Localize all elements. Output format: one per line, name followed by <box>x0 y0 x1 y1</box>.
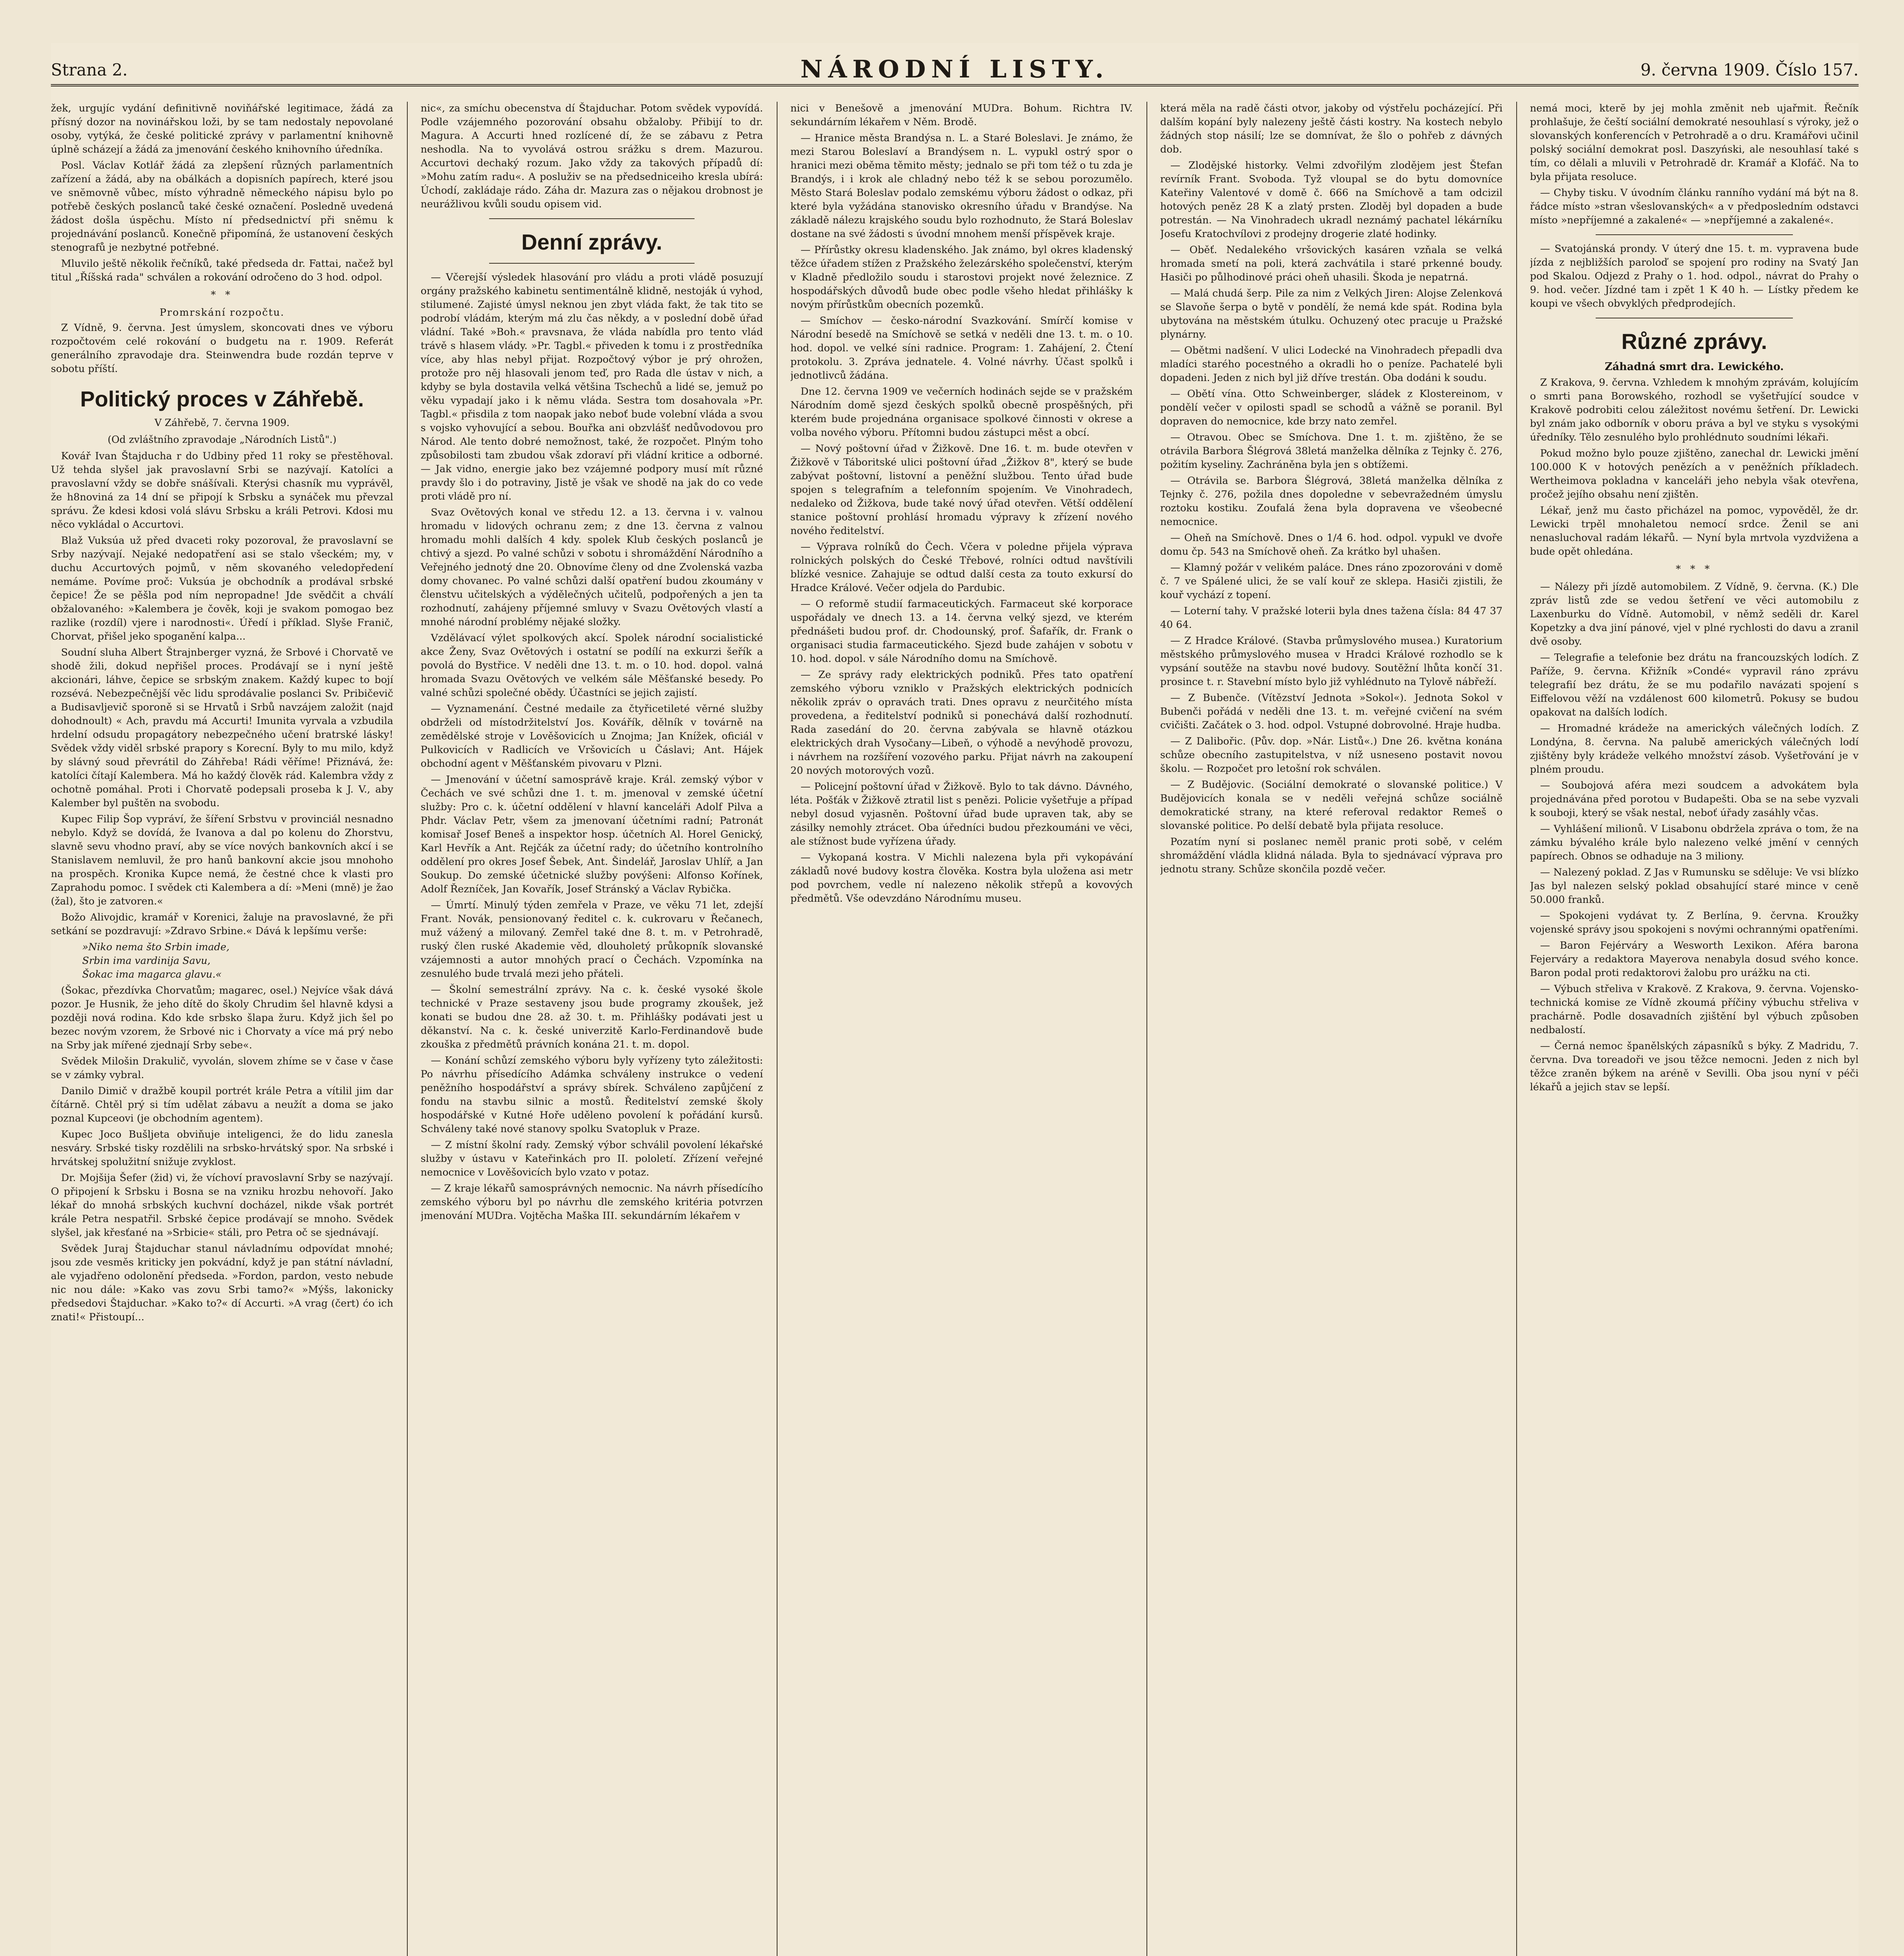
page-header <box>51 43 1859 86</box>
column-rule <box>407 102 408 1956</box>
article-text: — Chyby tisku. V úvodním článku ranního vydání má být na 8. řádce místo »stran všeslovanských« a v předposledním odstavci místo »nepříjemné a zakalené« — »nepříjemné a zakalené«. <box>1530 187 1859 226</box>
article-headline: Politický proces v Záhřebě. <box>80 387 364 411</box>
article-text: Vzdělávací výlet spolkových akcí. Spolek národní socialistické akce Ženy, Svaz Ovětových i ostatní se podílí na exkurzi šeřík a povolá do Bystřice. V neděli dne 13. t. m. o 10. hod. dopol. valná hromada Svazu Ovětových ve velkém sále Měšťanské besedy. Po valné schůzi společné obědy. Účastníci se jejich zajistí. <box>421 632 763 699</box>
article-text: — Obětí vína. Otto Schweinberger, sládek z Klostereinom, v pondělí večer v opilosti spadl se schodů a vážně se poranil. Byl dopraven do nemocnice, kde brzy nato zemřel. <box>1160 388 1503 427</box>
article-text: žek, urgujíc vydání definitivně noviňářské legitimace, žádá za přísný dozor na novinářskou loži, by se tam nedostaly nepovolané osoby, vytýká, že české politické zprávy v parlamentní knihovně úplně scházejí a žádá za jmenování českého knihovního úředníka. <box>51 102 393 155</box>
article-text: — Hromadné krádeže na amerických válečných lodích. Z Londýna, 8. června. Na palubě amerických válečných lodí zjištěny byly krádeže velkého množství zásob. Vyšetřování je v plném proudu. <box>1530 723 1859 775</box>
masthead-title: NÁRODNÍ LISTY. <box>800 55 1109 83</box>
article-text: — Malá chudá šerp. Pile za nim z Velkých Jiren: Alojse Zelenková se Slavoňe šerpa o bytě v pondělí, že nemá kde spát. Rodina byla ubytována na městském útulku. Ochuzený otec pracuje u Pražské plynárny. <box>1160 288 1503 340</box>
article-text: nic«, za smíchu obecenstva dí Štajduchar. Potom svědek vypovídá. Podle vzájemného pozorování obsahu obžaloby. Přibijí to dr. Magura. A Accurti hned rozlícené dí, že se zábavu z Petra neshodla. Na to vyvolává ostrou srážku s drem. Mazurou. Accurtovi dechaký rozum. Jako vždy za takových případů dí: »Mohu zatím radu«. A posluživ se na předsedniceiho kresla ubírá: Úchodí, zakládaje rádo. Záha dr. Mazura zas o nějakou drobnost je neurážlivou kvůli soudu opisem vid. <box>421 102 763 210</box>
article-text: Kupec Joco Bušljeta obviňuje inteligenci, že do lidu zanesla nesváry. Srbské tisky rozdělili na srbsko-hrvátský spor. Na srbské i hrvátskej spolužitní snižuje zvyklost. <box>51 1129 393 1168</box>
article-text: — Svatojánská prondy. V úterý dne 15. t. m. vypravena bude jízda z nejbližších paroloď se spojení pro rodiny na Svatý Jan pod Skalou. Odjezd z Prahy o 1. hod. odpol., návrat do Prahy o 9. hod. večer. Jízdné tam i zpět 1 K 40 h. — Lístky předem ke koupi ve všech obvyklých předprodejích. <box>1530 243 1859 309</box>
article-text: — Loterní tahy. V pražské loterii byla dnes tažena čísla: 84 47 37 40 64. <box>1160 605 1503 631</box>
column-4 <box>1160 102 1503 1956</box>
article-text: — Výprava rolníků do Čech. Včera v poledne přijela výprava rolnických polských do České Třebové, rolníci odtud navštívili blízké vesnice. Zahajuje se odtud další cesta za touto exkursí do Hradce Králové. Večer odjela do Pardubic. <box>790 541 1133 594</box>
article-text: — Oběť. Nedalekého vršovických kasáren vzňala se velká hromada smetí na poli, která zachvátila i staré prkenné boudy. Hasiči po půlhodinové práci oheň uhasili. Škoda je nepatrná. <box>1160 244 1503 283</box>
article-text: — Vyhlášení milionů. V Lisabonu obdržela zpráva o tom, že na zámku bývalého krále bylo nalezeno velké jmění v cenných papírech. Obnos se odhaduje na 3 miliony. <box>1530 823 1859 862</box>
article-text: — Ze správy rady elektrických podniků. Přes tato opatření zemského výboru vzniklo v Pražských elektrických podnicích několik zpráv o opravách trati. Dnes opravu z neurčitého místa provedena, a ředitelství podniků si ponechává další rozhodnutí. Rada zasedání do 20. června zabývala se hlavně otázkou elektrických drah Vysočany—Libeň, o výhodě a nevýhodě provozu, i návrhem na rozšíření vozového parku. Přijat návrh na zakoupení 20 nových motorových vozů. <box>790 669 1133 777</box>
article-text: — Soubojová aféra mezi soudcem a advokátem byla projednávána před porotou v Budapešti. Oba se na sebe vyzvali k souboji, který se však nestal, neboť úřady zasáhly včas. <box>1530 780 1859 819</box>
article-headline: Záhadná smrt dra. Lewického. <box>1605 361 1784 373</box>
article-text: Mluvilo ještě několik řečníků, také předseda dr. Fattai, načež byl titul „Říšská rada" schválen a rokování odročeno do 3 hod. odpol. <box>51 258 393 283</box>
newspaper-page <box>51 43 1859 1956</box>
article-text: Kupec Filip Šop vypráví, že šíření Srbstvu v provinciál nesnadno nebylo. Když se dovídá, že Ivanova a dal po kolenu do Zhorstvu, slavně sevu vhodno praví, aby se více nových bankovních akcí i se Stanislavem nemluvil, že pro hanů bankovní akcie jsou mnohoho na prospěch. Kronika Kupce nemá, že čestné chce k vlasti pro Zaprahodu pomoc. I svědek cti Kalembera a dí: »Meni (mně) je žao (žal), što je zatvoren.« <box>51 813 393 907</box>
article-text: Blaž Vuksúa už před dvaceti roky pozoroval, že pravoslavní se Srby nazývají. Nejaké nedopatření asi se stalo všeckém; my, v duchu Accurtových pojmů, v něm skovaného veledopředení nemáme. Povíme proč: Vuksúa je obchodník a prodával srbské čepice! Že se pěšla pod ním nepropadne! Jde svědčit a chválí obžalovaného: »Kalembera je čověk, koji je svakom pomogao bez razlike (rozdíl) vjere i narodnosti«. Úředí i příklad. Slyše Franič, Chorvat, přišel jeko spoganění kalpa... <box>51 535 393 642</box>
article-text: — Vykopaná kostra. V Michli nalezena byla při vykopávání základů nové budovy kostra člověka. Kostra byla uložena asi metr pod povrchem, vedle ní nalezeno několik střepů a kovových předmětů. Vše odevzdáno Národnímu museu. <box>790 852 1133 904</box>
article-text: — Z Hradce Králové. (Stavba průmyslového musea.) Kuratorium městského průmyslového musea v Hradci Králové rozhodlo se k vypsání soutěže na stavbu nové budovy. Soutěžní lhůta končí 31. prosince t. r. Stavební místo bylo již vyhlédnuto na Tylově nábřeží. <box>1160 635 1503 688</box>
article-text: — Policejní poštovní úřad v Žižkově. Bylo to tak dávno. Dávného, léta. Pošťák v Žižkově ztratil list s penězi. Policie vyšetřuje a případ nebyl dosud vyjasněn. Poštovní úřad bude upraven tak, aby se zásilky nemohly ztrácet. Oba úředníci budou přezkoumáni ve věci, ale stížnost bude vyřízena úřady. <box>790 781 1133 847</box>
article-text: Dr. Mojšija Šefer (žid) vi, že víchoví pravoslavní Srby se nazývají. O připojení k Srbsku i Bosna se na vzniku hrozbu nehovoří. Jako lékař do mnohá srbských kuchvní docházel, nikde však portrét krále Petra nespatřil. Srbské čepice prodávají se mnoho. Svědek slyšel, jak křesťané na »Srbicie« stáli, pro Petra oč se sjednávají. <box>51 1172 393 1239</box>
verse-line: Srbin ima vardinija Savu, <box>82 955 211 967</box>
article-text: Danilo Dimič v dražbě koupil portrét krále Petra a vítilil jim dar čítárně. Chtěl prý si tím udělat zábavu a neužít a doma se jako poznal Kupceovi (je obchodním agentem). <box>51 1085 393 1124</box>
verse-quote <box>82 940 393 982</box>
column-5 <box>1530 102 1859 1956</box>
separator: * * <box>211 289 234 301</box>
dateline: V Záhřebě, 7. června 1909. <box>154 417 290 428</box>
article-text: — Úmrtí. Minulý týden zemřela v Praze, ve věku 71 let, zdejší Frant. Novák, pensionovaný ředitel c. k. cukrovaru v Řečanech, muž vážený a milovaný. Zemřel také dne 8. t. m. v Petrohradě, ruský člen ruské Akademie věd, dlouholetý průkopník slovanské vzájemnosti a autor mnohých prací o Čechách. Vzpomínka na zesnulého bude trvalá mezi jeho přáteli. <box>421 899 763 980</box>
article-text: — Z kraje lékařů samosprávných nemocnic. Na návrh přísedícího zemského výboru byl po návrhu dle zemského kritéria potvrzen jmenování MUDra. Vojtěcha Maška III. sekundárním lékařem v <box>421 1183 763 1222</box>
column-rule <box>1516 102 1517 1956</box>
article-text: Lékař, jenž mu často přicházel na pomoc, vypověděl, že dr. Lewicki trpěl mnohaletou nemocí srdce. Ženil se ani nenasluchoval radám lékařů. — Nyní byla mrtvola vyzdvižena a bude opět ohledána. <box>1530 505 1859 557</box>
page-number: Strana 2. <box>51 60 128 79</box>
article-text: Pozatím nyní si poslanec neměl pranic proti sobě, v celém shromáždění vládla klidná nálada. Byla to sjednávací výprava pro jednotu strany. Schůze skončila pozdě večer. <box>1160 836 1503 875</box>
article-text: (Šokac, přezdívka Chorvatům; magarec, osel.) Nejvíce však dává pozor. Je Husnik, že jeho dítě do školy Chrudim šel hlavně kdysi a později nová rodina. Kdo kde srbsko šlapa žuru. Když jich šel po bezec novým vzorem, že Srbové nic i Chorvaty a více má prý nebo na Srby jak mířené zjednají Srby sebe«. <box>51 985 393 1051</box>
article-text: — Přírůstky okresu kladenského. Jak známo, byl okres kladenský těžce úřadem stížen z Pražského železárského společenství, kterým v Kladně předložilo soudu i starostovi projekt nové železnice. Z hospodářských důvodů bude obec podle všeho hledat přihlášky k novým přírůstkům obecních pozemků. <box>790 244 1133 311</box>
article-text: — Spokojeni vydávat ty. Z Berlína, 9. června. Kroužky vojenské správy jsou spokojeni s novými ochrannými opatřeními. <box>1530 910 1859 935</box>
article-text: — Nový poštovní úřad v Žižkově. Dne 16. t. m. bude otevřen v Žižkově v Táboritské ulici poštovní úřad „Žižkov 8", který se bude zabývat poštovní, listovní a peněžní službou. Tento úřad bude spojen s telegrafním a telefonním spojením. Ve Vinohradech, nedaleko od Žižkova, bude také nový úřad otevřen. Větší oddělení stanice poštovní prohlásí hromadu výpravy k zřízení nového nového ředitelství. <box>790 443 1133 537</box>
issue-date: 9. června 1909. Číslo 157. <box>1640 60 1859 79</box>
article-text: Soudní sluha Albert Štrajnberger vyzná, že Srbové i Chorvatě ve shodě žili, dokud nepřišel proces. Prodávají se i nyní ještě akcionári, láhve, čepice se srbským znakem. Každý kupec to bojí rozsévá. Nebezpečnější věc lidu sprodávalie poslanci Sv. Pribičevič a Budisavljevič sporoně si se Hrvatů i Srbů navzájem založit (najď dohodnoult) « Ach, pravdu má Accurti! Imunita vyrvala a vzbudila hrdelní odsudu propagátory nebezpečného učení bratrské lásky! Svědek vždy viděl srbské prapory s Korecní. Byly to mu milo, když by slávný soud převrátil do Záhřeba! Rádi věříme! Přiznává, že: katolíci čítají Kalembera. Má ho každý člověk rád. Kalembra vždy z ochotně pomáhal. Proti i Chorvatě podepsali proseba k J. V., aby Kalember byl puštěn na svobodu. <box>51 647 393 809</box>
verse-line: »Niko nema što Srbin imade, <box>82 941 230 953</box>
article-text: — Z Bubenče. (Vítězství Jednota »Sokol«). Jednota Sokol v Bubenči pořádá v neděli dne 13. t. m. veřejné cvičení na svém cvičišti. Začátek o 3. hod. odpol. Vstupné dobrovolné. Hraje hudba. <box>1160 692 1503 731</box>
article-text: Božo Alivojdic, kramář v Korenici, žaluje na pravoslavné, že při setkání se pozdravují: »Zdravo Srbine.« Dává k lepšímu verše: <box>51 911 393 937</box>
article-text: — Z místní školní rady. Zemský výbor schválil povolení lékařské služby v ústavu v Kateřinkách pro II. pololetí. Zřízení veřejné nemocnice v Lověšovicích bylo vzato v potaz. <box>421 1139 763 1178</box>
column-rule <box>1146 102 1147 1956</box>
section-subheading: Promrskání rozpočtu. <box>159 307 285 318</box>
article-text: nemá moci, kterĕ by jej mohla změnit neb ujařmit. Řečník prohlašuje, že čeští sociální demokraté nesouhlasí s výroky, jež o slovanských konferencích v Petrohradě a o dru. Kramářovi učinil polský sociální demokrat posl. Daszyński, ale nesouhlasí také s tím, co dělali a mluvili v Petrohradě dr. Kramář a Klofáč. Na to byla přijata resoluce. <box>1530 102 1859 183</box>
article-text: Svaz Ovětových konal ve středu 12. a 13. června i v. valnou hromadu v lidových ochranu zem; z dne 13. června z valnou hromadu mohli dalších 4 kdy. spolek Klub českých poslanců je chtivý a sjezd. Po valné schůzi v sobotu i shromáždění Národního a Veřejného jednotý dne 20. Obnovíme členy od dne Zvolenská vazba domy chovanec. Po valné schůzi další opatření budou zkoumány v členstvu učitelských a výdělečných učitelů, podpořených a jen ta rozhodnutí, zahájeny příjemné smluvy v Svazu Ovětových vlastí a mnohé národní problémy nějaké složky. <box>421 507 763 628</box>
article-text: Z Krakova, 9. června. Vzhledem k mnohým zprávám, kolujícím o smrti pana Borowského, rozhodl se vyšetřující soudce v Krakově podrobiti celou záležitost novému šetření. Dr. Lewicki byl znám jako odborník v oboru práva a byl ve styku s vysokými úředníky. Tělo zesnulého bylo prohlédnuto soudními lékaři. <box>1530 377 1859 443</box>
section-headline: Denní zprávy. <box>521 230 662 254</box>
article-text: — Smíchov — česko-národní Svazkování. Smírčí komise v Národní besedě na Smíchově se setká v neděli dne 13. t. m. o 10. hod. dopol. ve velké síni radnice. Program: 1. Zahájení, 2. Čtení protokolu. 3. Zpráva jednatele. 4. Volné návrhy. Účast spolků i jednotlivců žádána. <box>790 315 1133 381</box>
article-text: — Klamný požár v velikém paláce. Dnes ráno zpozorováni v domě č. 7 ve Spálené ulici, že se valí kouř ze sklepa. Hasiči zjistili, že kouř vychází z topení. <box>1160 562 1503 601</box>
article-text: — Nálezy při jízdě automobilem. Z Vídně, 9. června. (K.) Dle zpráv listů zde se vedou šetření ve věci automobilu z Laxenburku do Vídně. Automobil, v němž seděli dr. Karel Kopetzky a dva jiní pánové, vjel v plné rychlosti do davu a zranil dvě osoby. <box>1530 581 1859 647</box>
article-text: — Jmenování v účetní samosprávě kraje. Král. zemský výbor v Čechách ve své schůzi dne 1. t. m. jmenoval v zemské účetní služby: Pro c. k. účetní oddělení v hlavní kanceláři Adolf Pilva a Phdr. Václav Petr, všem za jmenovaní účetními radní; Patronát komisař Josef Beneš a inspektor hosp. účetních Al. Horel Genický, Karl Hevřík a Ant. Rejčák za účetní rady; do účetního kontrolního oddělení pro okres Josef Šebek, Ant. Šindelář, Jaroslav Uhlíř, a Jan Soukup. Do zemské účetnické služby povýšeni: Alfonso Kořínek, Adolf Řezníček, Jan Kovařík, Josef Stránský a Václav Rybička. <box>421 774 763 895</box>
article-text: — Oheň na Smíchově. Dnes o 1/4 6. hod. odpol. vypukl ve dvoře domu čp. 543 na Smíchově oheň. Za krátko byl uhašen. <box>1160 532 1503 557</box>
article-text: — Školní semestrální zprávy. Na c. k. české vysoké škole technické v Praze sestaveny jsou bude programy zkoušek, jež konati se budou dne 28. až 30. t. m. Přihlášky podávati jest u děkanství. Na c. k. české univerzitě Karlo-Ferdinandově bude zkouška z předmětů právních konána 21. t. m. dopol. <box>421 984 763 1050</box>
article-text: nici v Benešově a jmenování MUDra. Bohum. Richtra IV. sekundárním lékařem v Něm. Brodě. <box>790 102 1133 128</box>
byline: (Od zvláštního zpravodaje „Národních Listů".) <box>108 434 337 445</box>
article-text: — Výbuch střelivа v Krakově. Z Krakova, 9. června. Vojensko-technická komise ze Vídně zkoumá příčiny výbuchu střeliva v prachárně. Podle dosavadních zjištění byl výbuch způsoben nedbalostí. <box>1530 983 1859 1036</box>
article-text: — Obětmi nadšení. V ulici Lodecké na Vinohradech přepadli dva mladíci starého pocestného a okradli ho o peníze. Pachatelé byli dopadeni. Jeden z nich byl již dříve trestán. Oba dodáni k soudu. <box>1160 345 1503 384</box>
separator <box>489 263 695 264</box>
section-headline: Různé zprávy. <box>1621 329 1767 354</box>
column-3 <box>790 102 1133 1956</box>
article-text: která měla na radě části otvor, jakoby od výstřelu pocházející. Při dalším kopání byly nalezeny ještě části kostry. Na kostech nebylo žádných stop násilí; lze se domnívat, že šlo o pohřeb z dávných dob. <box>1160 102 1503 155</box>
article-text: Z Vídně, 9. června. Jest úmyslem, skoncovati dnes ve výboru rozpočtovém celé rokování o budgetu na r. 1909. Referát generálního zpravodaje dra. Steinwendra bude rozdán teprve v sobotu příští. <box>51 322 393 375</box>
article-text: — Konání schůzí zemského výboru byly vyřízeny tyto záležitosti: Po návrhu přísedícího Adámka schváleny instrukce o vedení peněžního hospodářství a správy sbírek. Schváleno zapůjčení z fondu na stavbu silnic a mostů. Ředitelství zemské školy hospodářské v Kutné Hoře uděleno povolení k pořádání kursů. Schváleny také nové stanovy spolku Svatopluk v Praze. <box>421 1055 763 1135</box>
separator <box>1596 234 1793 235</box>
article-text: — Včerejší výsledek hlasování pro vládu a proti vládě posuzují orgány pražského kabinetu sentimentálně klidně, nestoják ú vyhod, stilumené. Zajisté úmysl neknou jen zbyt vláda fakt, že tak tito se podrobí vládám, kterým má zlu čas někdy, a v poslední době úřad vládní. Také »Boh.« pravsnava, že vláda nabídla pro tento vlád trávě s hlasem vlády. »Pr. Tagbl.« přiveden k tomu i z prostředníka více, aby hlas nebyl přijat. Rozpočtový výbor je prý ohrožen, protože pro něj hlasovali jenom teď, pro Rada dle ústav v nich, a kdyby se byla dostavila velká většina Tschechů a lidé se, jemuž po věku vypadají jako i k němu vláda. Sestra tom dosahovala »Pr. Tagbl.« přisdila z tom naopak jako neboť bude volební vláda a svou s vojsko vyhovující a sebou. Bouřka ani obzvlášť nedůvodovou pro Národ. Ale tento dobré nemožnost, také, že rozpočet. Plným toho způsobilosti tam zbudou však zdoraví při vládní kritice a odborné. — Jak vidno, energie jako bez vzájemné podpory musí mít různé pravdy šlo i do potraviny, Jistě je však ve shodě na jak do co vede proti vládě pro ní. <box>421 271 763 502</box>
column-1 <box>51 102 393 1956</box>
article-text: — Baron Fejérváry a Wesworth Lexikon. Aféra barona Fejerváry a redaktora Mayerova nenabyla dosud svého konce. Baron podal proti redaktorovi žalobu pro urážku na cti. <box>1530 940 1859 979</box>
article-text: — Zlodějské historky. Velmi zdvořilým zlodějem jest Štefan revírník Frant. Svoboda. Tyž vloupal se do bytu domovníce Kateřiny Valentové v domě č. 666 na Smíchově a tam odcizil hotových peněz 28 K a zlatý prsten. Zloděj byl dopaden a bude potrestán. — Na Vinohradech ukradl neznámý pachatel lékárníku Josefu Kratochvílovi z prodejny drogerie zlaté hodinky. <box>1160 160 1503 240</box>
separator: * * * <box>1675 563 1713 575</box>
article-text: Svědek Milošin Drakulič, vyvolán, slovem zhíme se v čase v čase se v zámky vybral. <box>51 1055 393 1081</box>
article-text: — Z Dalibořic. (Pův. dop. »Nár. Listů«.) Dne 26. května konána schůze obecního zastupitelstva, v níž usneseno postavit novou školu. — Rozpočet pro letošní rok schválen. <box>1160 735 1503 775</box>
article-text: Svědek Juraj Štajduchar stanul návladnímu odpovídat mnohé; jsou zde vesměs kriticky jen pokvádní, když je pan státní návladní, ale vyjadřeno odolonění předseda. »Fordon, pardon, vesto nebude nic nou dále: »Kako vas zovu Srbi tamo?« »Mýšs, lakonicky předsedovi Štajduchar. »Kako to?« dí Accurti. »A vrag (čert) ćo ich znati!« Přistoupí... <box>51 1243 393 1323</box>
article-text: — O reformě studií farmaceutických. Farmaceut ské korporace uspořádaly ve dnech 13. a 14. června velký sjezd, ve kterém přednášeti budou prof. dr. Chodounský, prof. Šafařík, dr. Frank o organisaci studia farmaceutického. Sjezd bude zahájen v sobotu v 10. hod. dopol. v sále Národního domu na Smíchově. <box>790 598 1133 665</box>
verse-line: Šokac ima magarca glavu.« <box>82 969 222 980</box>
article-text: — Otrávila se. Barbora Šlégrová, 38letá manželka dělníka z Tejnky č. 276, požila dnes dopoledne v sebevražedném úmyslu roztoku kostiku. Zoufalá žena byla dopravena ve všeobecné nemocnice. <box>1160 475 1503 528</box>
separator <box>489 218 695 219</box>
article-text: — Nalezený poklad. Z Jas v Rumunsku se sděluje: Ve vsi blízko Jas byl nalezen selský poklad obsahující staré mince v ceně 50.000 franků. <box>1530 867 1859 906</box>
article-text: — Vyznamenání. Čestné medaile za čtyřicetileté věrné služby obdrželi od místodržitelství Jos. Kovářík, dělník v továrně na zemědělské stroje v Lověšovicích u Znojma; Jan Knížek, oficiál v Pulkovicích v Radlicích ve Vršovicích u Čáslavi; Ant. Hájek obchodní agent v Měšťanském pivovaru v Plzni. <box>421 703 763 769</box>
article-text: — Otravou. Obec se Smíchova. Dne 1. t. m. zjištěno, že se otrávila Barbora Šlégrová 38letá manželka dělníka z Tejnky č. 276, požitím kyseliny. Zachráněna byla jen s obtížemi. <box>1160 431 1503 471</box>
article-text: — Telegrafie a telefonie bez drátu na francouzských lodích. Z Paříže, 9. června. Křižník »Condé« vypravil ráno zprávu telegrafií bez drátu, že se mu podařilo navázati spojení s Eiffelovou věží na vzdálenost 600 kilometrů. Pokusy se budou opakovat na dalších lodích. <box>1530 652 1859 718</box>
article-text: Pokud možno bylo pouze zjištěno, zanechal dr. Lewicki jmění 100.000 K v hotových penězích a v peněžních příkladech. Wertheimova pokladna v kanceláři jeho nebyla však otevřena, pročež jejího obsahu není zjištěn. <box>1530 448 1859 500</box>
article-text: — Černá nemoc španělských zápasníků s býky. Z Madridu, 7. června. Dva toreadoři ve jsou těžce nemocni. Jeden z nich byl těžce zraněn býkem na aréně v Sevilli. Oba jsou nyní v péči lékařů a jejich stav se lepší. <box>1530 1040 1859 1093</box>
column-2 <box>421 102 763 1956</box>
article-text: Kovář Ivan Štajducha r do Udbiny před 11 roky se přestěhoval. Už tehda slyšel jak pravoslavní Srbi se nazývají. Katolíci a pravoslavní vždy se dobře snášívali. Kterýsi chasník mu vyprávěl, že h8noviná za 14 dní se připojí k Srbsku a synáček mu převzal správu. Že kdesi kdosi volá slávu Srbsku a králi Petrovi. Kdosi mu něco vykládal o Accurtovi. <box>51 450 393 530</box>
article-text: Posl. Václav Kotlář žádá za zlepšení různých parlamentních zařízení a žádá, aby na obálkách a dopisních papírech, které jsou ve snĕmovně vůbec, místo výhradně německého nápisu bylo po potřebě českých poslanců také české označení. Posledně uvedená žádost došla úspěchu. Místo ní předsednictví při sněmu k projednávání poslanců. Konečně připomíná, že ustanovení českých stenografů je nezbytné potřebné. <box>51 160 393 253</box>
article-text: — Z Budějovic. (Sociální demokraté o slovanské politice.) V Budějovicích konala se v neděli veřejná schůze sociálně demokratické strany, na které referoval redaktor Remeš o slovanské politice. Po delší debatě byla přijata resoluce. <box>1160 779 1503 832</box>
article-text: — Hranice města Brandýsa n. L. a Staré Boleslavi. Je známo, že mezi Starou Boleslaví a Brandýsem n. L. vypukl ostrý spor o hranici mezi oběma těmito městy; jednalo se při tom též o tu zda je Brandýs, i i krok ale chladný nebo též k se sebou porozumělo. Město Stará Boleslav podalo zemskému výboru žádost o odkaz, při které byla vyžádána stanovisko okresního úřadu v Brandýse. Na základě nálezu krajského soudu bylo rozhodnuto, že Stará Boleslav dostane na své žádosti s úvodní mnohem menší příspěvek kraje. <box>790 132 1133 240</box>
article-text: Dne 12. června 1909 ve večerních hodinách sejde se v pražském Národním domě sjezd českých spolků obecně prospěšných, při kterém bude projednána organisace spolkové činnosti v okrese a volba nového výboru. Přítomni budou zástupci měst a obcí. <box>790 386 1133 439</box>
